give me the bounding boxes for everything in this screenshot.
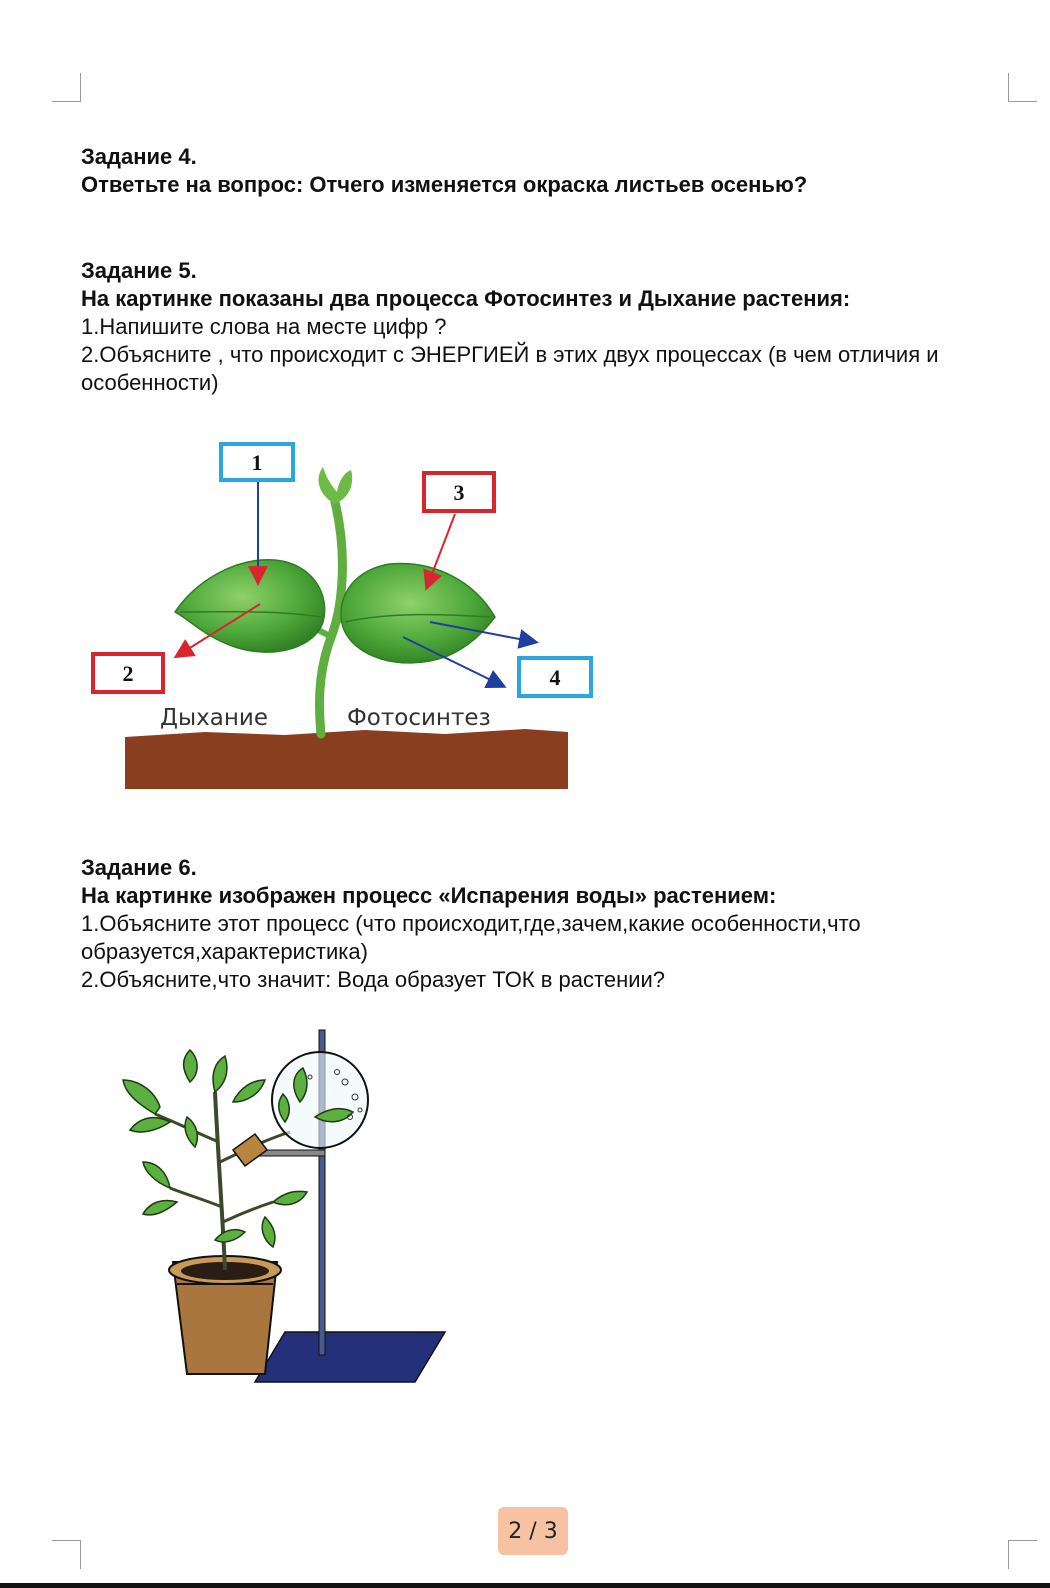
label-respiration: Дыхание [160,705,268,731]
crop-mark-top-left [52,73,81,102]
task-5 [81,257,1001,397]
task-4-question: Ответьте на вопрос: Отчего изменяется окраска листьев осенью? [81,172,808,197]
box-2-label: 2 [122,661,134,686]
task-6-intro: На картинке изображен процесс «Испарения воды» растением: [81,883,777,908]
stand-base [255,1332,445,1382]
task-4 [81,143,1001,199]
bottom-rule [0,1583,1050,1588]
crop-mark-bottom-left [52,1540,81,1569]
task-6 [81,854,1001,994]
cork [233,1134,267,1166]
task-5-title: Задание 5. [81,258,197,283]
bud [319,467,353,504]
task-6-title: Задание 6. [81,855,197,880]
task-5-intro: На картинке показаны два процесса Фотосинтез и Дыхание растения: [81,286,851,311]
task-5-item-2: 2.Объясните , что происходит с ЭНЕРГИЕЙ в этих двух процессах (в чем отличия и особенности) [81,342,939,395]
box-4-label: 4 [549,665,561,690]
task-6-item-2: 2.Объясните,что значит: Вода образует ТОК в растении? [81,967,666,992]
task-5-item-1: 1.Напишите слова на месте цифр ? [81,314,447,339]
right-leaf [341,564,495,663]
photosynthesis-respiration-figure [85,432,605,797]
crop-mark-top-right [1008,73,1037,102]
transpiration-figure [115,1022,455,1392]
page-indicator: 2 / 3 [498,1507,568,1555]
task-6-item-1: 1.Объясните этот процесс (что происходит,где,зачем,какие особенности,что образуется,характеристика) [81,911,861,964]
soil [125,729,568,789]
plant-stem [215,1092,225,1270]
crop-mark-bottom-right [1008,1540,1037,1569]
task-4-title: Задание 4. [81,144,197,169]
left-leaf [175,560,325,652]
label-photosynthesis: Фотосинтез [347,705,491,731]
box-3-label: 3 [453,480,465,505]
box-1-label: 1 [251,450,263,475]
